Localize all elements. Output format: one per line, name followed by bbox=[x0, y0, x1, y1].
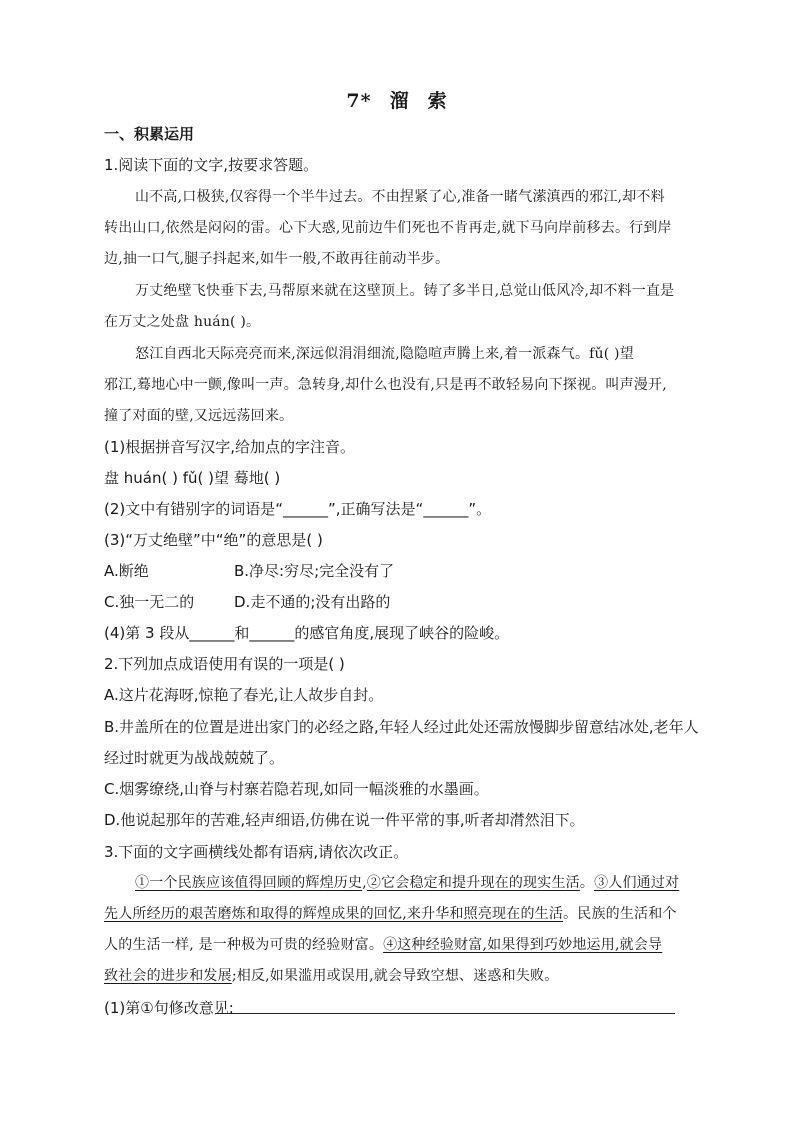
passage-q3-line4 bbox=[104, 966, 558, 986]
answer-blank-line[interactable] bbox=[215, 1012, 675, 1014]
passage-p2-line2: 在万丈之处盘 huán( )。 bbox=[104, 314, 261, 330]
option-d: D.走不通的;没有出路的 bbox=[234, 593, 391, 611]
underlined-sentence-1: ①一个民族应该值得回顾的辉煌历史 bbox=[135, 875, 363, 891]
section-heading: 一、积累运用 bbox=[104, 125, 195, 143]
passage-q3-line3 bbox=[104, 935, 662, 955]
question-1-sub1: (1)根据拼音写汉字,给加点的字注音。 bbox=[104, 438, 356, 456]
question-2-option-b-line2: 经过时就更为战战兢兢了。 bbox=[104, 749, 285, 767]
passage-p1-line1: 山不高,口极狭,仅容得一个半牛过去。不由捏紧了心,准备一睹气潆滇西的邪江,却不料 bbox=[135, 189, 665, 205]
underlined-sentence-3-end: 先人所经历的艰苦磨炼和取得的辉煌成果的回忆,来升华和照亮现在的生活 bbox=[104, 906, 564, 922]
plain-text: 。民族的生活和个 bbox=[563, 906, 677, 922]
passage-p1-line2: 转出山口,依然是闷闷的雷。心下大惑,见前边牛们死也不肯再走,就下马向岸前移去。行到岸 bbox=[104, 220, 672, 236]
passage-p3-line3: 撞了对面的壁,又远远荡回来。 bbox=[104, 408, 294, 424]
punctuation: 。 bbox=[579, 875, 595, 891]
plain-text: 人的生活一样, 是一种极为可贵的经验财富。 bbox=[104, 937, 384, 953]
punctuation: , bbox=[362, 875, 367, 891]
passage-p1-line3: 边,抽一口气,腿子抖起来,如牛一般,不敢再往前动半步。 bbox=[104, 251, 450, 267]
option-a: A.断绝 bbox=[104, 562, 149, 580]
lesson-title bbox=[0, 86, 794, 113]
passage-p3-line2: 邪江,蓦地心中一颤,像叫一声。急转身,却什么也没有,只是再不敢轻易向下探视。叫声漫开, bbox=[104, 377, 667, 393]
question-1-sub3: (3)“万丈绝壁”中“绝”的意思是( ) bbox=[104, 531, 323, 549]
underlined-sentence-3-start: ③人们通过对 bbox=[594, 875, 680, 891]
plain-text: ;相反,如果滥用或误用,就会导致空想、迷惑和失败。 bbox=[231, 968, 559, 984]
passage-q3-line2 bbox=[104, 904, 677, 924]
question-3-prompt: 3.下面的文字画横线处都有语病,请依次改正。 bbox=[104, 843, 409, 861]
passage-q3-line1 bbox=[135, 873, 679, 893]
underlined-sentence-4-end: 致社会的进步和发展 bbox=[104, 968, 232, 984]
lesson-title-char-1: 溜 bbox=[389, 90, 410, 112]
question-1-sub2: (2)文中有错别字的词语是“______”,正确写法是“______”。 bbox=[104, 500, 492, 518]
question-2-prompt: 2.下列加点成语使用有误的一项是( ) bbox=[104, 655, 345, 673]
question-1-sub1-fill: 盘 huán( ) fǔ( )望 蓦地( ) bbox=[104, 469, 281, 487]
lesson-number: 7* bbox=[346, 90, 372, 112]
question-1-sub4: (4)第 3 段从______和______的感官角度,展现了峡谷的险峻。 bbox=[104, 624, 510, 642]
underlined-sentence-4-start: ④这种经验财富,如果得到巧妙地运用,就会导 bbox=[383, 937, 663, 953]
underlined-sentence-2: ②它会稳定和提升现在的现实生活 bbox=[366, 875, 580, 891]
option-c: C.独一无二的 bbox=[104, 593, 195, 611]
question-2-option-c: C.烟雾缭绕,山脊与村寨若隐若现,如同一幅淡雅的水墨画。 bbox=[104, 780, 489, 798]
question-3-sub1: (1)第①句修改意见: bbox=[104, 999, 234, 1017]
question-1-prompt: 1.阅读下面的文字,按要求答题。 bbox=[104, 156, 319, 174]
question-2-option-a: A.这片花海呀,惊艳了春光,让人故步自封。 bbox=[104, 686, 384, 704]
question-2-option-d: D.他说起那年的苦难,轻声细语,仿佛在说一件平常的事,听者却潸然泪下。 bbox=[104, 811, 585, 829]
option-b: B.净尽:穷尽;完全没有了 bbox=[234, 562, 395, 580]
lesson-title-char-2: 索 bbox=[427, 90, 448, 112]
passage-p3-line1: 怒江自西北天际亮亮而来,深远似涓涓细流,隐隐喧声腾上来,着一派森气。fǔ( )望 bbox=[135, 346, 634, 362]
question-2-option-b-line1: B.井盖所在的位置是进出家门的必经之路,年轻人经过此处还需放慢脚步留意结冰处,老年人 bbox=[104, 718, 699, 736]
passage-p2-line1: 万丈绝壁飞快垂下去,马帮原来就在这壁顶上。铸了多半日,总觉山低风冷,却不料一直是 bbox=[135, 283, 675, 299]
